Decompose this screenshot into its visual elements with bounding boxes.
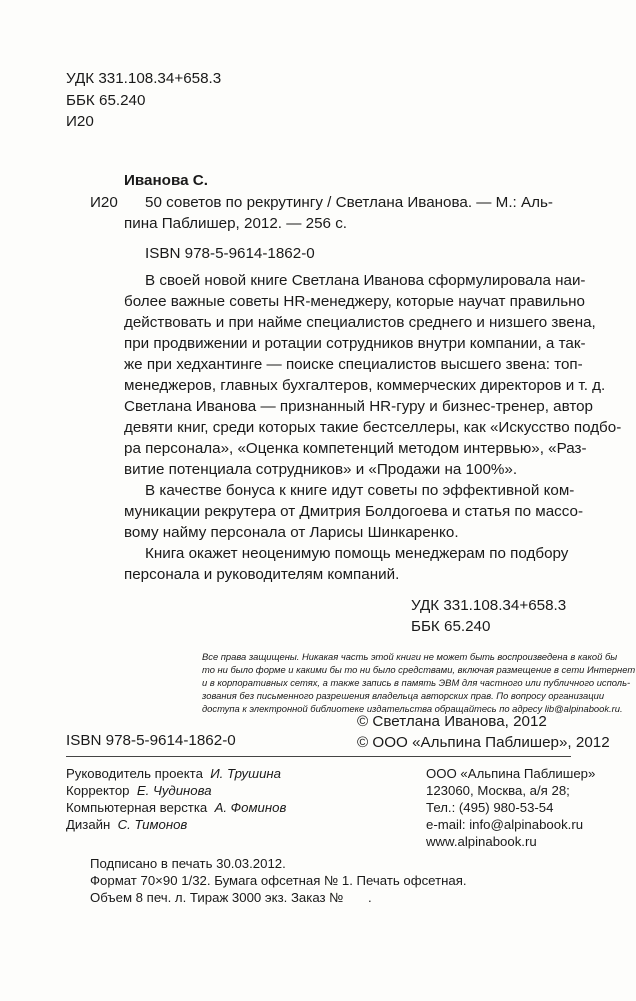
annotation-line: при продвижении и ротации сотрудников внутри компании, а так- bbox=[124, 335, 586, 352]
annotation-line: Книга окажет неоценимую помощь менеджерам по подбору bbox=[145, 545, 569, 562]
annotation-line: Светлана Иванова — признанный HR-гуру и бизнес-тренер, автор bbox=[124, 398, 594, 415]
udk-code: УДК 331.108.34+658.3 bbox=[66, 70, 222, 87]
title-line-1: 50 советов по рекрутингу / Светлана Иванова. — М.: Аль- bbox=[145, 194, 553, 211]
annotation-line: персонала и руководителям компаний. bbox=[124, 566, 400, 583]
print-format: Формат 70×90 1/32. Бумага офсетная № 1. Печать офсетная. bbox=[90, 873, 467, 888]
rights-line: и в корпоративных сетях, а также запись в память ЭВМ для частного или публичного исполь- bbox=[202, 677, 631, 688]
publisher-email: e-mail: info@alpinabook.ru bbox=[426, 817, 584, 832]
annotation-line: муникации рекрутера от Дмитрия Болдогоева и статья по массо- bbox=[124, 503, 584, 520]
bbk-code: ББК 65.240 bbox=[66, 92, 146, 109]
publisher-website: www.alpinabook.ru bbox=[426, 834, 537, 849]
isbn-main: ISBN 978-5-9614-1862-0 bbox=[145, 245, 315, 262]
credit-line bbox=[66, 766, 281, 781]
rights-line: доступа к электронной библиотеке издательства обращайтесь по адресу lib@alpinabook.ru. bbox=[202, 703, 623, 714]
print-signed: Подписано в печать 30.03.2012. bbox=[90, 856, 286, 871]
credit-line bbox=[66, 783, 212, 798]
credit-name: И. Трушина bbox=[210, 766, 281, 781]
annotation-line: витие потенциала сотрудников» и «Продажи на 100%». bbox=[124, 461, 518, 478]
rights-line: зования без письменного разрешения владельца авторских прав. По вопросу организации bbox=[202, 690, 605, 701]
annotation-line: менеджеров, главных бухгалтеров, коммерческих директоров и т. д. bbox=[124, 377, 606, 394]
divider bbox=[66, 756, 571, 757]
credit-role: Компьютерная верстка bbox=[66, 800, 208, 815]
publisher-phone: Тел.: (495) 980-53-54 bbox=[426, 800, 554, 815]
annotation-line: вому найму персонала от Ларисы Шинкаренко. bbox=[124, 524, 459, 541]
rights-line: то ни было форме и какими бы то ни было средствами, включая размещение в сети Интернет bbox=[202, 664, 636, 675]
print-volume: Объем 8 печ. л. Тираж 3000 экз. Заказ № bbox=[90, 890, 344, 905]
credit-role: Дизайн bbox=[66, 817, 111, 832]
credit-name: Е. Чудинова bbox=[136, 783, 212, 798]
isbn-bottom: ISBN 978-5-9614-1862-0 bbox=[66, 732, 236, 749]
credit-name: А. Фоминов bbox=[214, 800, 287, 815]
bbk-code-repeat: ББК 65.240 bbox=[411, 618, 491, 635]
author-mark: И20 bbox=[90, 194, 118, 211]
copyright-publisher: © ООО «Альпина Паблишер», 2012 bbox=[357, 734, 610, 751]
annotation-line: В качестве бонуса к книге идут советы по эффективной ком- bbox=[145, 482, 575, 499]
annotation-line: действовать и при найме специалистов среднего и низшего звена, bbox=[124, 314, 596, 331]
order-dot: . bbox=[368, 890, 372, 905]
annotation-line: В своей новой книге Светлана Иванова сформулировала наи- bbox=[145, 272, 586, 289]
copyright-author: © Светлана Иванова, 2012 bbox=[357, 713, 547, 730]
credit-name: С. Тимонов bbox=[117, 817, 188, 832]
author-heading: Иванова С. bbox=[124, 172, 208, 189]
annotation-line: же при хедхантинге — поиске специалистов высшего звена: топ- bbox=[124, 356, 583, 373]
credit-role: Корректор bbox=[66, 783, 130, 798]
annotation-line: девяти книг, среди которых такие бестселлеры, как «Искусство подбо- bbox=[124, 419, 622, 436]
annotation-line: более важные советы HR-менеджеру, которые научат правильно bbox=[124, 293, 585, 310]
credit-line bbox=[66, 817, 187, 832]
rights-line: Все права защищены. Никакая часть этой книги не может быть воспроизведена в какой бы bbox=[202, 651, 618, 662]
credit-role: Руководитель проекта bbox=[66, 766, 203, 781]
author-mark-code: И20 bbox=[66, 113, 94, 130]
title-line-2: пина Паблишер, 2012. — 256 с. bbox=[124, 215, 348, 232]
udk-code-repeat: УДК 331.108.34+658.3 bbox=[411, 597, 567, 614]
publisher-address: 123060, Москва, а/я 28; bbox=[426, 783, 570, 798]
annotation-line: ра персонала», «Оценка компетенций методом интервью», «Раз- bbox=[124, 440, 587, 457]
publisher-name: ООО «Альпина Паблишер» bbox=[426, 766, 596, 781]
credit-line bbox=[66, 800, 286, 815]
